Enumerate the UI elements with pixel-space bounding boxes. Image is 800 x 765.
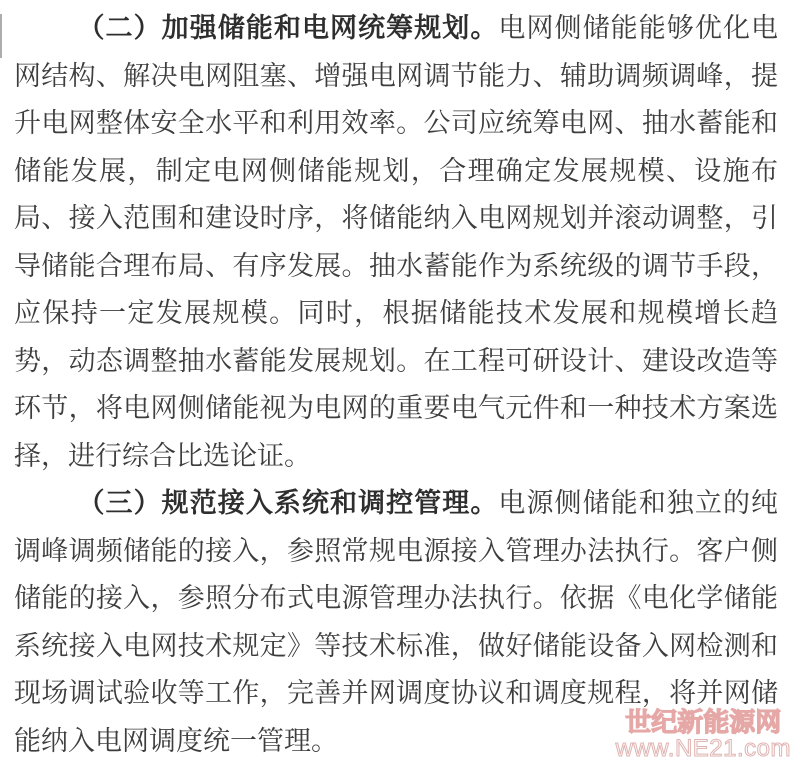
paragraph-3-body: 电源侧储能和独立的纯调峰调频储能的接入，参照常规电源接入管理办法执行。客户侧储能的接入，参照分布式电源管理办法执行。依据《电化学储能系统接入电网技术规定》等技术标准，做好储能设备入网检测和现场调试验收等工作，完善并网调度协议和调度规程，将并网储能纳入电网调度统一管理。 <box>14 488 779 756</box>
paragraph-2-grid-planning <box>14 5 778 480</box>
watermark-site-name: 世纪新能源网 <box>625 707 782 737</box>
paragraph-2-body: 电网侧储能能够优化电网结构、解决电网阻塞、增强电网调节能力、辅助调频调峰，提升电网整体安全水平和利用效率。公司应统筹电网、抽水蓄能和储能发展，制定电网侧储能规划，合理确定发展规模、设施布局、接入范围和建设时序，将储能纳入电网规划并滚动调整，引导储能合理布局、有序发展。抽水蓄能作为系统级的调节手段，应保持一定发展规模。同时，根据储能技术发展和规模增长趋势，动态调整抽水蓄能发展规划。在工程可研设计、建设改造等环节，将电网侧储能视为电网的重要电气元件和一种技术方案选择，进行综合比选论证。 <box>14 13 779 471</box>
paragraph-3-heading: （三）规范接入系统和调控管理。 <box>77 488 499 518</box>
paragraph-3-access-control <box>14 480 778 765</box>
paragraph-2-heading: （二）加强储能和电网统筹规划。 <box>77 13 499 43</box>
watermark-site-url: www.NE21.com <box>615 735 791 762</box>
